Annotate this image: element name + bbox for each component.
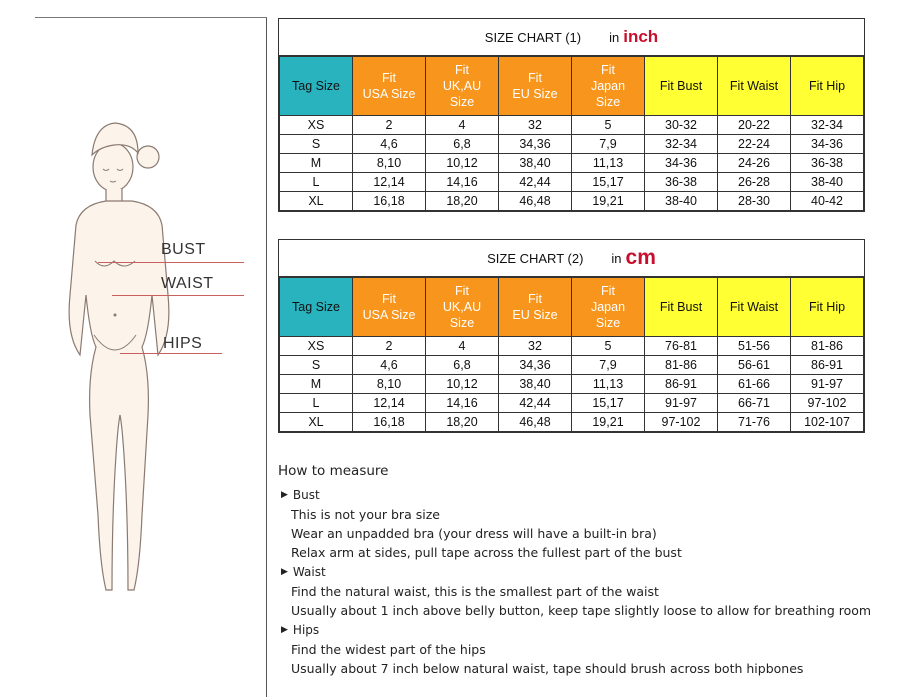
table-cell: 14,16	[426, 394, 499, 413]
table-cell: 42,44	[499, 394, 572, 413]
howto-line: Wear an unpadded bra (your dress will have a built-in bra)	[291, 526, 657, 541]
column-header: Fit USA Size	[353, 57, 426, 116]
table-cell: 81-86	[791, 337, 864, 356]
table-cell: 14,16	[426, 173, 499, 192]
table-cell: L	[280, 173, 353, 192]
bullet-triangle-icon: ▶	[281, 625, 288, 635]
table-cell: 46,48	[499, 413, 572, 432]
table-row	[280, 154, 864, 173]
howto-line: This is not your bra size	[291, 507, 440, 522]
table-cell: 46,48	[499, 192, 572, 211]
header-row	[280, 278, 864, 337]
table-cell: 8,10	[353, 375, 426, 394]
table-row	[280, 375, 864, 394]
table-cell: 34,36	[499, 356, 572, 375]
table-cell: 34,36	[499, 135, 572, 154]
table-cell: 11,13	[572, 154, 645, 173]
waist-guide-line	[112, 295, 244, 296]
table-cell: XL	[280, 192, 353, 211]
how-to-measure	[278, 463, 888, 678]
table-row	[280, 192, 864, 211]
table-cell: 61-66	[718, 375, 791, 394]
howto-line: Find the widest part of the hips	[291, 642, 486, 657]
table-cell: M	[280, 375, 353, 394]
size-chart-cm	[278, 239, 865, 433]
table-cell: 18,20	[426, 413, 499, 432]
table-cell: 32-34	[645, 135, 718, 154]
table-cell: L	[280, 394, 353, 413]
table-cell: 4	[426, 116, 499, 135]
size-table	[279, 56, 864, 211]
table-cell: 4	[426, 337, 499, 356]
bust-guide-line	[98, 262, 244, 263]
column-header: Fit UK,AU Size	[426, 57, 499, 116]
table-cell: 19,21	[572, 192, 645, 211]
bust-label: BUST	[161, 241, 206, 258]
table-cell: S	[280, 135, 353, 154]
table-cell: 40-42	[791, 192, 864, 211]
table-cell: 34-36	[791, 135, 864, 154]
waist-label: WAIST	[161, 275, 214, 292]
unit-label: cm	[625, 246, 656, 269]
table-cell: 30-32	[645, 116, 718, 135]
table-cell: 11,13	[572, 375, 645, 394]
table-cell: 6,8	[426, 356, 499, 375]
table-cell: 20-22	[718, 116, 791, 135]
table-cell: 10,12	[426, 154, 499, 173]
table-cell: 51-56	[718, 337, 791, 356]
table-cell: 22-24	[718, 135, 791, 154]
bullet-triangle-icon: ▶	[281, 490, 288, 500]
chart-title-bar	[279, 19, 864, 56]
table-cell: 38-40	[791, 173, 864, 192]
table-cell: 71-76	[718, 413, 791, 432]
table-cell: 6,8	[426, 135, 499, 154]
howto-line: Relax arm at sides, pull tape across the fullest part of the bust	[291, 545, 682, 560]
column-header: Fit EU Size	[499, 57, 572, 116]
table-cell: 32-34	[791, 116, 864, 135]
table-cell: 34-36	[645, 154, 718, 173]
table-cell: 36-38	[645, 173, 718, 192]
size-chart-inch	[278, 18, 865, 212]
howto-line: Find the natural waist, this is the smallest part of the waist	[291, 584, 659, 599]
chart-title-bar	[279, 240, 864, 277]
table-cell: 91-97	[791, 375, 864, 394]
header-row	[280, 57, 864, 116]
table-cell: 97-102	[791, 394, 864, 413]
column-header: Fit UK,AU Size	[426, 278, 499, 337]
table-cell: 32	[499, 116, 572, 135]
table-row	[280, 356, 864, 375]
table-cell: 12,14	[353, 173, 426, 192]
column-header: Fit Bust	[645, 57, 718, 116]
table-cell: 4,6	[353, 356, 426, 375]
table-cell: 86-91	[791, 356, 864, 375]
table-cell: XS	[280, 116, 353, 135]
hips-label: HIPS	[163, 335, 203, 352]
table-cell: 2	[353, 116, 426, 135]
howto-section-title: ▶ Hips	[281, 623, 320, 637]
table-cell: 91-97	[645, 394, 718, 413]
table-cell: 4,6	[353, 135, 426, 154]
table-cell: 24-26	[718, 154, 791, 173]
table-row	[280, 394, 864, 413]
howto-section-title: ▶ Bust	[281, 488, 320, 502]
vertical-divider	[266, 18, 267, 697]
column-header: Fit Bust	[645, 278, 718, 337]
chart-title: SIZE CHART (2)	[487, 250, 584, 266]
table-cell: 18,20	[426, 192, 499, 211]
table-row	[280, 116, 864, 135]
chart-title: SIZE CHART (1)	[484, 29, 582, 45]
table-cell: 5	[572, 116, 645, 135]
unit-prefix: in	[609, 29, 620, 45]
table-cell: 19,21	[572, 413, 645, 432]
table-cell: 38-40	[645, 192, 718, 211]
table-cell: 42,44	[499, 173, 572, 192]
howto-section-title: ▶ Waist	[281, 565, 326, 579]
column-header: Fit Japan Size	[572, 278, 645, 337]
table-row	[280, 337, 864, 356]
unit-prefix: in	[611, 250, 622, 266]
table-cell: 76-81	[645, 337, 718, 356]
table-cell: 97-102	[645, 413, 718, 432]
table-cell: 38,40	[499, 154, 572, 173]
howto-line: Usually about 1 inch above belly button, keep tape slightly loose to allow for breathing room	[291, 603, 872, 618]
table-cell: 28-30	[718, 192, 791, 211]
table-cell: 5	[572, 337, 645, 356]
table-row	[280, 135, 864, 154]
table-cell: 10,12	[426, 375, 499, 394]
table-cell: 26-28	[718, 173, 791, 192]
woman-figure-icon	[40, 95, 260, 615]
column-header: Fit Hip	[791, 278, 864, 337]
howto-line: Usually about 7 inch below natural waist, tape should brush across both hipbones	[291, 661, 804, 676]
column-header: Fit Waist	[718, 278, 791, 337]
unit-label: inch	[623, 27, 659, 46]
table-row	[280, 413, 864, 432]
table-cell: 8,10	[353, 154, 426, 173]
table-cell: 12,14	[353, 394, 426, 413]
column-header: Fit USA Size	[353, 278, 426, 337]
hips-guide-line	[120, 353, 222, 354]
size-table	[279, 277, 864, 432]
column-header: Fit Japan Size	[572, 57, 645, 116]
table-cell: 7,9	[572, 356, 645, 375]
column-header: Tag Size	[280, 278, 353, 337]
table-cell: 36-38	[791, 154, 864, 173]
top-divider	[35, 17, 267, 18]
table-cell: 86-91	[645, 375, 718, 394]
bullet-triangle-icon: ▶	[281, 567, 288, 577]
column-header: Fit Waist	[718, 57, 791, 116]
table-cell: 66-71	[718, 394, 791, 413]
column-header: Fit Hip	[791, 57, 864, 116]
column-header: Tag Size	[280, 57, 353, 116]
body-figure-illustration	[40, 95, 260, 615]
table-cell: 32	[499, 337, 572, 356]
table-cell: XS	[280, 337, 353, 356]
table-cell: 7,9	[572, 135, 645, 154]
table-cell: 16,18	[353, 413, 426, 432]
table-cell: 56-61	[718, 356, 791, 375]
column-header: Fit EU Size	[499, 278, 572, 337]
table-cell: S	[280, 356, 353, 375]
table-cell: 16,18	[353, 192, 426, 211]
table-cell: XL	[280, 413, 353, 432]
table-cell: M	[280, 154, 353, 173]
table-cell: 102-107	[791, 413, 864, 432]
howto-heading: How to measure	[278, 463, 389, 479]
table-cell: 81-86	[645, 356, 718, 375]
table-cell: 15,17	[572, 173, 645, 192]
table-cell: 2	[353, 337, 426, 356]
table-cell: 38,40	[499, 375, 572, 394]
table-row	[280, 173, 864, 192]
table-cell: 15,17	[572, 394, 645, 413]
